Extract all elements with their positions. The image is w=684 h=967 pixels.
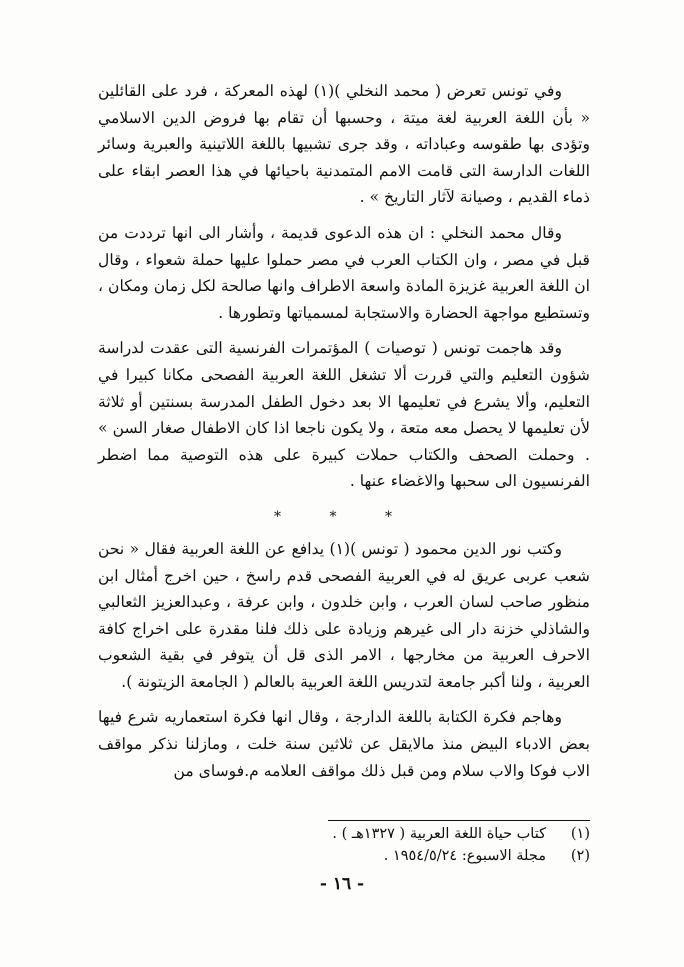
body-text — [98, 78, 590, 793]
footnotes — [150, 823, 590, 867]
footnote-number: (١) — [570, 826, 590, 842]
paragraph-5: وهاجم فكرة الكتابة باللغة الدارجة ، وقال انها فكرة استعماريه شرع فيها بعض الادباء البيض منذ مالايقل عن ثلاثين سنة خلت ، ومازلنا نذكر مواقف الاب فوكا والاب سلام ومن قبل ذلك مواقف العلامه م.فوساى من — [98, 708, 590, 780]
footnote-number: (٢) — [570, 848, 590, 864]
paragraph-1: وفي تونس تعرض ( محمد النخلي )(١) لهذه المعركة ، فرد على القائلين « بأن اللغة العربية لغة ميتة ، وحسبها أن تقام بها فروض الدين الاسلامي وتؤدى بها طقوسه وعباداته ، وقد جرى تشبيها باللغة اللاتينية والعبرية وسائر اللغات الدارسة التى قامت الامم المتمدنية باحيائها في هذا العصر ابقاء على ذماء القديم ، وصيانة لآثار التاريخ » . — [98, 82, 590, 207]
footnote-text: كتاب حياة اللغة العربية ( ١٣٢٧هـ ) . — [332, 826, 546, 842]
footnote-1 — [150, 823, 590, 845]
paragraph-4: وكتب نور الدين محمود ( تونس )(١) يدافع عن اللغة العربية فقال « نحن شعب عربى عريق له في العربية الفصحى قدم راسخ ، حين اخرج أمثال ابن منظور صاحب لسان العرب ، وابن خلدون ، وابن عرفة ، وعبدالعزيز الثعالبي والشاذلي خزنة دار الى غيرهم وزيادة على ذلك فلنا مقدرة على اخراج كافة الاحرف العربية من مخارجها ، الامر الذى قل أن يتوفر في بقية الشعوب العربية ، ولنا أكبر جامعة لتدريس اللغة العربية بالعالم ( الجامعة الزيتونة ). — [98, 539, 590, 691]
footnote-2 — [150, 845, 590, 867]
paragraph-3: وقد هاجمت تونس ( توصيات ) المؤتمرات الفرنسية التى عقدت لدراسة شؤون التعليم والتي قررت ألا تشغل اللغة العربية الفصحى مكانا كبيرا في التعليم، وألا يشرع في تعليمها الا بعد دخول الطفل المدرسة بسنتين أو ثلاثة لأن تعليمها لا يحصل معه متعة ، ولا يكون ناجعا اذا كان الاطفال صغار السن » . وحملت الصحف والكتاب حملات كبيرة على هذه التوصية مما اضطر الفرنسيون الى سحبها والاغضاء عنها . — [98, 339, 590, 491]
footnote-divider — [328, 820, 590, 821]
paragraph-2: وقال محمد النخلي : ان هذه الدعوى قديمة ، وأشار الى انها ترددت من قبل في مصر ، وان الكتاب العرب في مصر حملوا عليها حملة شعواء ، وقال ان اللغة العربية غزيزة المادة واسعة الاطراف وانها صالحة لكل زمان ومكان ، وتستطيع مواجهة الحضارة والاستجابة لمسمياتها وتطورها . — [98, 223, 590, 322]
footnote-text: مجلة الاسبوع: ١٩٥٤/٥/٢٤ . — [383, 848, 546, 864]
section-separator: * * * — [274, 508, 414, 525]
page-number: - ١٦ - — [319, 874, 365, 894]
